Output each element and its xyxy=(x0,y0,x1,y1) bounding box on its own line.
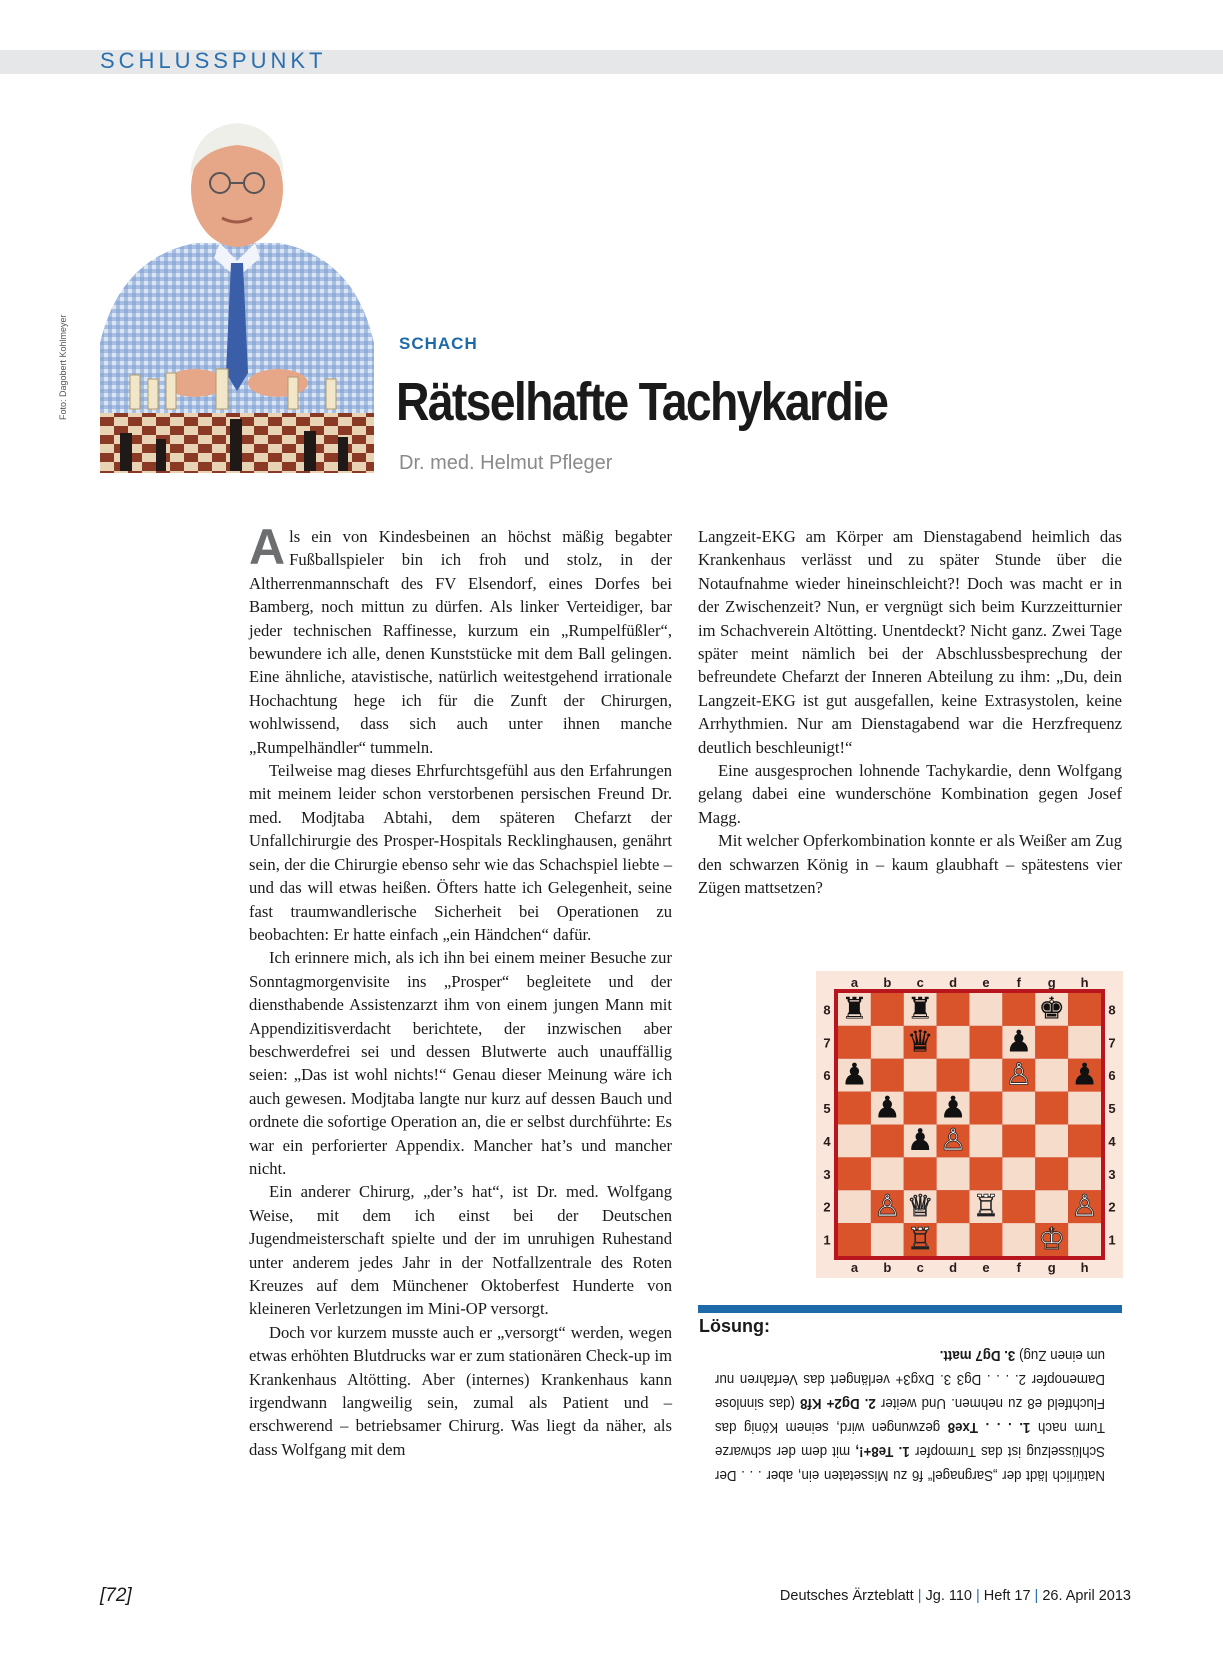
rank-label: 3 xyxy=(1108,1166,1116,1182)
square-f2 xyxy=(1002,1190,1035,1223)
solution-fragment: 3. Dg7 matt. xyxy=(939,1347,1016,1363)
chess-diagram xyxy=(816,971,1123,1278)
black-pawn-c4: ♟ xyxy=(906,1123,934,1159)
square-b4 xyxy=(871,1125,904,1158)
article-paragraph: Langzeit-EKG am Körper am Dienstagabend heimlich das Krankenhaus verlässt und zu später Stunde über die Notaufnahme wieder hineinschleicht?! Doch was macht er in der Zwischenzeit? Nun, er vergnügt sich beim Kurzzeitturnier im Schachverein Altötting. Unentdeckt? Nicht ganz. Zwei Tage später meint nämlich bei der Abschlussbesprechung der befreundete Chefarzt der Inneren Abteilung zu ihm: „Du, dein Langzeit-EKG ist gut ausgefallen, keine Extrasystolen, keine Arrhythmien. Nur am Dienstagabend war die Herzfrequenz deutlich beschleunigt!“ xyxy=(698,527,1122,757)
square-a3 xyxy=(838,1157,871,1190)
article-paragraph: Doch vor kurzem musste auch er „versorgt“ werden, wegen etwas erhöhten Blutdrucks war er zum stationären Check-up im Krankenhaus Altötting. Aber (internes) Krankenhaus kann irgendwann langweilig sein, zumal als Patient und – erschwerend – betriebsamer Chirurg. Was liegt da näher, als dass Wolfgang mit dem xyxy=(249,1322,673,1459)
square-b6 xyxy=(871,1059,904,1092)
solution-heading: Lösung: xyxy=(699,1316,770,1336)
square-f4 xyxy=(1002,1125,1035,1158)
square-g2 xyxy=(1035,1190,1068,1223)
file-label: g xyxy=(1047,975,1056,990)
rank-label: 4 xyxy=(823,1133,831,1149)
square-d1 xyxy=(937,1223,970,1256)
square-a5 xyxy=(838,1092,871,1125)
solution-fragment: Natürlich lädt der „Sargnagel“ f6 zu Missetaten ein, aber . . . Der Schlüsselzug ist das Turmopfer xyxy=(714,1443,1106,1483)
white-rook-c1: ♖ xyxy=(906,1221,934,1257)
black-pawn-b5: ♟ xyxy=(873,1090,901,1126)
square-e3 xyxy=(970,1157,1003,1190)
square-d8 xyxy=(937,993,970,1026)
square-a7 xyxy=(838,1026,871,1059)
square-c5 xyxy=(904,1092,937,1125)
rank-label: 7 xyxy=(823,1035,831,1051)
square-g6 xyxy=(1035,1059,1068,1092)
square-c3 xyxy=(904,1157,937,1190)
file-label: f xyxy=(1016,1260,1021,1275)
square-f1 xyxy=(1002,1223,1035,1256)
rank-label: 6 xyxy=(823,1068,831,1084)
square-b8 xyxy=(871,993,904,1026)
rank-label: 3 xyxy=(823,1166,831,1182)
square-g7 xyxy=(1035,1026,1068,1059)
rank-label: 8 xyxy=(1108,1002,1116,1018)
square-a1 xyxy=(838,1223,871,1256)
square-h8 xyxy=(1068,993,1101,1026)
square-f8 xyxy=(1002,993,1035,1026)
file-label: c xyxy=(916,975,924,990)
square-e8 xyxy=(970,993,1003,1026)
square-g4 xyxy=(1035,1125,1068,1158)
photo-credit: Foto: Dagobert Kohlmeyer xyxy=(58,314,68,420)
white-pawn-h2: ♙ xyxy=(1071,1188,1099,1224)
rank-label: 1 xyxy=(1108,1232,1116,1248)
black-pawn-d5: ♟ xyxy=(939,1090,967,1126)
square-e5 xyxy=(970,1092,1003,1125)
square-e6 xyxy=(970,1059,1003,1092)
file-label: e xyxy=(982,975,990,990)
article-kicker: SCHACH xyxy=(399,334,478,353)
white-king-g1: ♔ xyxy=(1038,1221,1066,1257)
article-paragraph: Ich erinnere mich, als ich ihn bei einem meiner Besuche zur Sonntagmorgenvisite ins „Prosper“ begleitete und der diensthabende Assistenzarzt ihm von einem jungen Mann mit Appendizitisverdacht berichtete, der inzwischen aber beschwerdefrei sei und dessen Blutwerte auch unauffällig seien: „Das ist wohl nichts!“ Genau dieser Meinung wäre ich auch gewesen. Modjtaba langte nur kurz auf dessen Bauch und ordnete die sofortige Operation an, die er selbst durchführte: Es war ein perforierter Appendix. Mancher hat’s und mancher nicht. xyxy=(249,948,672,1178)
article-paragraph: Teilweise mag dieses Ehrfurchtsgefühl aus den Erfahrungen mit meinem leider schon verstorbenen persischen Freund Dr. med. Modjtaba Abtahi, dem späteren Chefarzt der Unfallchirurgie des Prosper-Hospitals Recklinghausen, genährt sein, der die Chirurgie ebenso sehr wie das Schachspiel liebte – und das will etwas heißen. Öfters hatte ich Gelegenheit, seine fast traumwandlerische Sicherheit bei Operationen zu beobachten: Er hatte einfach „ein Händchen“ dafür. xyxy=(249,761,672,944)
square-b7 xyxy=(871,1026,904,1059)
black-pawn-h6: ♟ xyxy=(1071,1057,1099,1093)
solution-fragment: gezwungen wird, seinem König das Fluchtfeld e8 zu nehmen. Und weiter xyxy=(714,1395,1106,1435)
square-f3 xyxy=(1002,1157,1035,1190)
black-pawn-a6: ♟ xyxy=(840,1057,868,1093)
solution-fragment: (das sinnlose Damenopfer 2. . . . Dg3 3. Dxg3+ verlängert das Verfahren nur um einen Zug) xyxy=(714,1347,1106,1411)
article-paragraph: Als ein von Kindesbeinen an höchst mäßig begabter Fußballspieler bin ich froh und stolz, in der Altherrenmannschaft des FV Elsendorf, eines Dorfes bei Bamberg, noch mittun zu dürfen. Als linker Verteidiger, bar jeder technischen Raffinesse, kurzum ein „Rumpelfüßler“, bewundere ich alle, denen Kunststücke mit dem Ball gelingen. Eine ähnliche, atavistische, natürlich weitestgehend irrationale Hochachtung hege ich für die Zunft der Chirurgen, wohlwissend, dass sich auch unter ihnen manche „Rumpelhändler“ tummeln. xyxy=(249,519,672,757)
article-column-left xyxy=(249,519,673,1461)
solution-fragment: 1. Te8+!, xyxy=(855,1443,910,1459)
file-label: h xyxy=(1080,975,1089,990)
square-d3 xyxy=(937,1157,970,1190)
rank-label: 6 xyxy=(1108,1068,1116,1084)
file-label: f xyxy=(1016,975,1021,990)
solution-rule xyxy=(698,1305,1122,1313)
rank-label: 5 xyxy=(823,1101,831,1117)
chessboard xyxy=(816,971,1123,1278)
square-d7 xyxy=(937,1026,970,1059)
white-pawn-f6: ♙ xyxy=(1005,1057,1033,1093)
square-e1 xyxy=(970,1223,1003,1256)
rank-label: 2 xyxy=(823,1199,831,1215)
solution-fragment: mit dem der schwarze Turm nach xyxy=(714,1419,1106,1459)
article-column-right xyxy=(698,525,1122,900)
dropcap: A xyxy=(249,519,286,575)
black-pawn-f7: ♟ xyxy=(1005,1024,1033,1060)
file-label: b xyxy=(883,1260,892,1275)
file-label: h xyxy=(1080,1260,1089,1275)
square-h3 xyxy=(1068,1157,1101,1190)
file-label: d xyxy=(949,1260,958,1275)
article-headline: Rätselhafte Tachykardie xyxy=(396,372,888,432)
rank-label: 8 xyxy=(823,1002,831,1018)
solution-fragment: 1. . . . Txe8 xyxy=(947,1419,1031,1435)
square-e4 xyxy=(970,1125,1003,1158)
square-h1 xyxy=(1068,1223,1101,1256)
black-king-g8: ♚ xyxy=(1038,991,1066,1027)
page-number: [72] xyxy=(100,1585,132,1606)
file-label: a xyxy=(850,975,859,990)
white-rook-e2: ♖ xyxy=(972,1188,1000,1224)
file-label: a xyxy=(850,1260,859,1275)
square-f5 xyxy=(1002,1092,1035,1125)
square-b3 xyxy=(871,1157,904,1190)
article-byline: Dr. med. Helmut Pfleger xyxy=(399,452,613,474)
white-queen-c2: ♕ xyxy=(906,1188,934,1224)
square-g3 xyxy=(1035,1157,1068,1190)
rank-label: 4 xyxy=(1108,1133,1116,1149)
journal-date: 26. April 2013 xyxy=(1042,1588,1131,1604)
black-queen-c7: ♛ xyxy=(906,1024,934,1060)
solution-fragment: 2. Dg2+ Kf8 xyxy=(800,1395,876,1411)
article-paragraph: Ein anderer Chirurg, „der’s hat“, ist Dr. med. Wolfgang Weise, mit dem ich einst bei der Deutschen Jugendmeisterschaft spielte und der im unruhigen Ruhestand unter anderem jedes Jahr in der Notfallzentrale des Roten Kreuzes auf dem Münchener Oktoberfest Hunderte von kleineren Verletzungen im Mini-OP versorgt. xyxy=(249,1182,672,1319)
square-a2 xyxy=(838,1190,871,1223)
journal-name: Deutsches Ärzteblatt xyxy=(779,1588,914,1604)
author-photo xyxy=(100,93,374,473)
square-g5 xyxy=(1035,1092,1068,1125)
file-label: c xyxy=(916,1260,924,1275)
square-c6 xyxy=(904,1059,937,1092)
square-a4 xyxy=(838,1125,871,1158)
square-h5 xyxy=(1068,1092,1101,1125)
rank-label: 5 xyxy=(1108,1101,1116,1117)
white-pawn-b2: ♙ xyxy=(873,1188,901,1224)
footer-citation: Deutsches Ärzteblatt | Jg. 110 | Heft 17 | 26. April 2013 xyxy=(779,1588,1131,1604)
file-label: d xyxy=(949,975,958,990)
article-paragraph: Eine ausgesprochen lohnende Tachykardie, denn Wolfgang gelang dabei eine wunderschöne Kombination gegen Josef Magg. xyxy=(698,761,1122,827)
square-h4 xyxy=(1068,1125,1101,1158)
file-label: g xyxy=(1047,1260,1056,1275)
black-rook-a8: ♜ xyxy=(840,991,868,1027)
file-label: e xyxy=(982,1260,990,1275)
square-d6 xyxy=(937,1059,970,1092)
article-paragraph: Mit welcher Opferkombination konnte er als Weißer am Zug den schwarzen König in – kaum glaubhaft – spätestens vier Zügen mattsetzen? xyxy=(698,831,1122,898)
solution-text-upside-down xyxy=(715,1343,1105,1487)
white-pawn-d4: ♙ xyxy=(939,1123,967,1159)
journal-issue: Heft 17 xyxy=(983,1588,1031,1604)
square-e7 xyxy=(970,1026,1003,1059)
square-d2 xyxy=(937,1190,970,1223)
square-b1 xyxy=(871,1223,904,1256)
rank-label: 1 xyxy=(823,1232,831,1248)
journal-volume: Jg. 110 xyxy=(925,1588,972,1604)
square-h7 xyxy=(1068,1026,1101,1059)
file-label: b xyxy=(883,975,892,990)
section-label: SCHLUSSPUNKT xyxy=(100,48,327,73)
rank-label: 7 xyxy=(1108,1035,1116,1051)
rank-label: 2 xyxy=(1108,1199,1116,1215)
black-rook-c8: ♜ xyxy=(906,991,934,1027)
